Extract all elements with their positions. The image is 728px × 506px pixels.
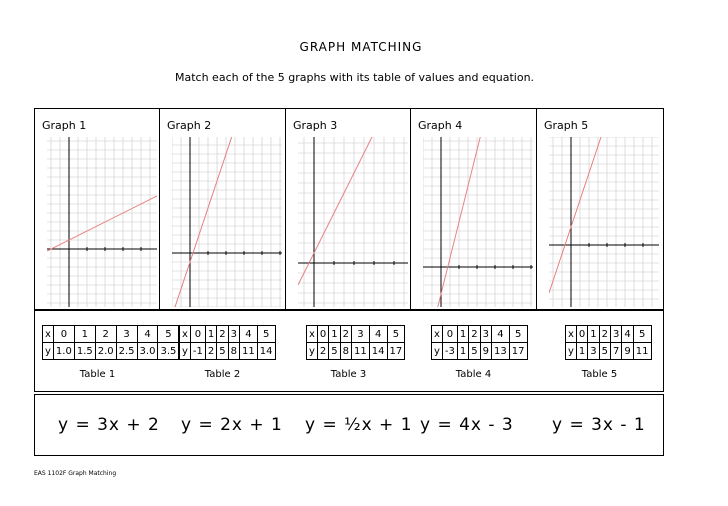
table-header-cell: y bbox=[432, 343, 443, 360]
graph-line bbox=[172, 137, 282, 307]
table-value-cell: 4 bbox=[369, 326, 387, 343]
table-value-cell: 5 bbox=[509, 326, 527, 343]
table-value-cell: -3 bbox=[442, 343, 457, 360]
table-value-cell: 1 bbox=[576, 343, 587, 360]
worksheet-instructions: Match each of the 5 graphs with its table of values and equation. bbox=[175, 71, 535, 84]
table-value-cell: 5 bbox=[158, 326, 179, 343]
table-row-x bbox=[566, 326, 652, 343]
table-value-cell: 17 bbox=[387, 343, 405, 360]
table-label: Table 4 bbox=[455, 369, 492, 380]
values-table bbox=[42, 325, 179, 360]
table-value-cell: 2.5 bbox=[116, 343, 137, 360]
table-row-y bbox=[307, 343, 405, 360]
footer-text: EAS 1102F Graph Matching bbox=[34, 470, 117, 477]
table-panel-5 bbox=[537, 311, 663, 391]
table-value-cell: 1 bbox=[74, 326, 95, 343]
table-value-cell: 0 bbox=[442, 326, 457, 343]
graph-label: Graph 3 bbox=[293, 119, 338, 132]
table-panel-1 bbox=[35, 311, 177, 391]
table-header-cell: y bbox=[307, 343, 318, 360]
table-value-cell: 4 bbox=[240, 326, 258, 343]
table-value-cell: 4 bbox=[137, 326, 158, 343]
table-label: Table 5 bbox=[581, 369, 618, 380]
equation-1: y = 3x + 2 bbox=[58, 415, 160, 435]
table-value-cell: 2 bbox=[205, 343, 216, 360]
equation-4: y = 4x - 3 bbox=[420, 415, 514, 435]
graph-plot bbox=[298, 137, 408, 307]
table-header-cell: y bbox=[566, 343, 577, 360]
table-header-cell: x bbox=[180, 326, 191, 343]
graph-label: Graph 4 bbox=[418, 119, 463, 132]
table-value-cell: 3 bbox=[480, 326, 491, 343]
table-value-cell: 4 bbox=[622, 326, 633, 343]
table-value-cell: 9 bbox=[480, 343, 491, 360]
table-value-cell: 5 bbox=[329, 343, 340, 360]
table-row-x bbox=[43, 326, 179, 343]
table-header-cell: y bbox=[43, 343, 54, 360]
table-value-cell: 8 bbox=[340, 343, 351, 360]
graphs-row bbox=[34, 108, 664, 310]
table-header-cell: x bbox=[307, 326, 318, 343]
table-panel-2 bbox=[160, 311, 286, 391]
table-value-cell: 5 bbox=[633, 326, 651, 343]
tables-row bbox=[34, 310, 664, 392]
graph-label: Graph 2 bbox=[167, 119, 212, 132]
table-value-cell: 3 bbox=[228, 326, 239, 343]
equation-2: y = 2x + 1 bbox=[181, 415, 283, 435]
values-table bbox=[431, 325, 528, 360]
table-value-cell: 3 bbox=[352, 326, 370, 343]
table-row-x bbox=[180, 326, 276, 343]
table-value-cell: 2 bbox=[317, 343, 328, 360]
table-row-x bbox=[307, 326, 405, 343]
table-label: Table 1 bbox=[79, 369, 116, 380]
table-value-cell: 4 bbox=[492, 326, 510, 343]
table-value-cell: 2.0 bbox=[95, 343, 116, 360]
table-value-cell: 14 bbox=[369, 343, 387, 360]
table-value-cell: 2 bbox=[95, 326, 116, 343]
table-value-cell: 3 bbox=[611, 326, 622, 343]
table-value-cell: 1 bbox=[329, 326, 340, 343]
table-value-cell: 1 bbox=[588, 326, 599, 343]
table-value-cell: 2 bbox=[340, 326, 351, 343]
graph-line bbox=[549, 137, 659, 293]
values-table bbox=[565, 325, 652, 360]
graph-panel-3 bbox=[286, 109, 411, 309]
table-value-cell: 7 bbox=[611, 343, 622, 360]
table-panel-4 bbox=[411, 311, 537, 391]
table-label: Table 3 bbox=[330, 369, 367, 380]
graph-label: Graph 5 bbox=[544, 119, 589, 132]
table-row-y bbox=[566, 343, 652, 360]
table-value-cell: 8 bbox=[228, 343, 239, 360]
table-value-cell: -1 bbox=[190, 343, 205, 360]
graph-plot bbox=[423, 137, 533, 307]
table-value-cell: 5 bbox=[387, 326, 405, 343]
table-header-cell: x bbox=[432, 326, 443, 343]
table-header-cell: y bbox=[180, 343, 191, 360]
graph-panel-2 bbox=[160, 109, 286, 309]
values-table bbox=[179, 325, 276, 360]
table-value-cell: 11 bbox=[352, 343, 370, 360]
table-value-cell: 3.0 bbox=[137, 343, 158, 360]
table-row-y bbox=[432, 343, 528, 360]
equations-row bbox=[34, 394, 664, 456]
equation-5: y = 3x - 1 bbox=[552, 415, 646, 435]
table-value-cell: 0 bbox=[190, 326, 205, 343]
table-value-cell: 5 bbox=[469, 343, 480, 360]
table-value-cell: 5 bbox=[257, 326, 275, 343]
table-value-cell: 1 bbox=[457, 343, 468, 360]
table-value-cell: 0 bbox=[317, 326, 328, 343]
table-value-cell: 1 bbox=[205, 326, 216, 343]
table-value-cell: 17 bbox=[509, 343, 527, 360]
table-label: Table 2 bbox=[204, 369, 241, 380]
table-value-cell: 2 bbox=[599, 326, 610, 343]
table-value-cell: 13 bbox=[492, 343, 510, 360]
table-value-cell: 3 bbox=[588, 343, 599, 360]
table-value-cell: 1 bbox=[457, 326, 468, 343]
table-value-cell: 11 bbox=[633, 343, 651, 360]
graph-plot bbox=[549, 137, 659, 307]
table-value-cell: 1.5 bbox=[74, 343, 95, 360]
worksheet-title: GRAPH MATCHING bbox=[299, 40, 423, 54]
table-value-cell: 2 bbox=[217, 326, 228, 343]
graph-label: Graph 1 bbox=[42, 119, 87, 132]
table-panel-3 bbox=[286, 311, 411, 391]
table-value-cell: 9 bbox=[622, 343, 633, 360]
graph-panel-4 bbox=[411, 109, 537, 309]
table-value-cell: 1.0 bbox=[53, 343, 74, 360]
equation-3: y = ½x + 1 bbox=[305, 415, 413, 435]
table-row-y bbox=[43, 343, 179, 360]
table-value-cell: 5 bbox=[599, 343, 610, 360]
table-value-cell: 3 bbox=[116, 326, 137, 343]
table-row-x bbox=[432, 326, 528, 343]
table-row-y bbox=[180, 343, 276, 360]
graph-plot bbox=[172, 137, 282, 307]
table-value-cell: 2 bbox=[469, 326, 480, 343]
table-header-cell: x bbox=[43, 326, 54, 343]
table-value-cell: 11 bbox=[240, 343, 258, 360]
table-header-cell: x bbox=[566, 326, 577, 343]
graph-panel-5 bbox=[537, 109, 663, 309]
graph-plot bbox=[47, 137, 157, 307]
table-value-cell: 5 bbox=[217, 343, 228, 360]
table-value-cell: 0 bbox=[576, 326, 587, 343]
values-table bbox=[306, 325, 405, 360]
graph-panel-1 bbox=[35, 109, 160, 309]
table-value-cell: 0 bbox=[53, 326, 74, 343]
table-value-cell: 14 bbox=[257, 343, 275, 360]
table-value-cell: 3.5 bbox=[158, 343, 179, 360]
